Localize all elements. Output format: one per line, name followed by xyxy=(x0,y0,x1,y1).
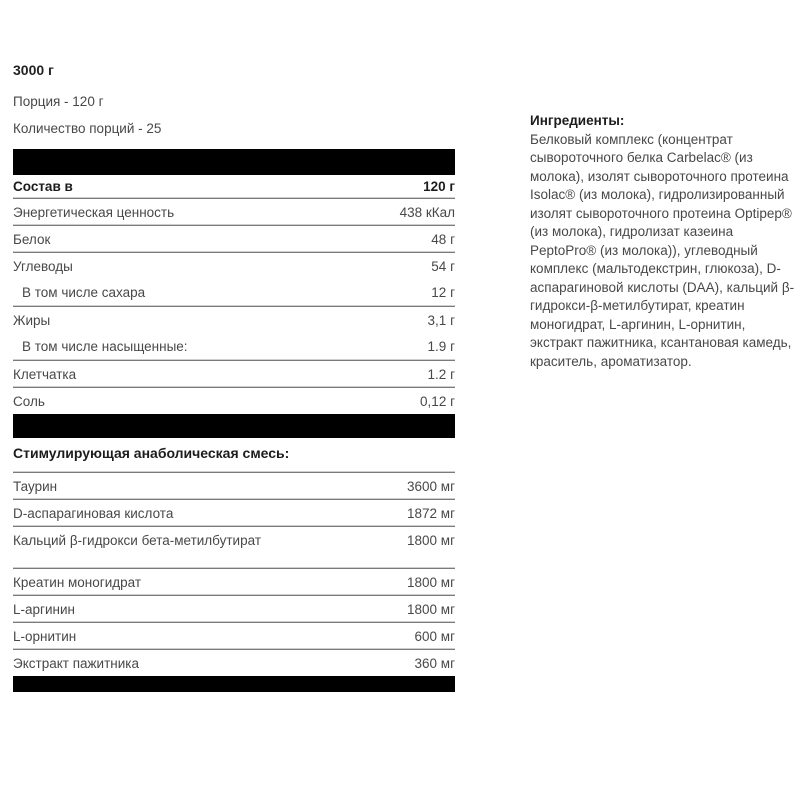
row-label: Экстракт пажитника xyxy=(13,655,139,671)
table-row-protein xyxy=(13,225,455,252)
table-row-energy xyxy=(13,198,455,225)
table-row-sugars xyxy=(13,279,455,306)
row-gap-spacer xyxy=(13,553,455,568)
row-value: 54 г xyxy=(431,258,455,274)
nutrition-label-panel xyxy=(13,62,455,692)
row-label: Энергетическая ценность xyxy=(13,204,175,220)
row-label: L-аргинин xyxy=(13,601,75,617)
product-weight: 3000 г xyxy=(13,62,54,78)
row-label: Таурин xyxy=(13,478,58,494)
table-row-fenugreek xyxy=(13,649,455,676)
anabolic-mix-title: Стимулирующая анаболическая смесь: xyxy=(13,445,290,461)
row-label: Соль xyxy=(13,393,45,409)
table-row-ornithine xyxy=(13,622,455,649)
row-label: В том числе насыщенные: xyxy=(22,339,188,354)
row-label: Кальций β-гидрокси бета-метилбутират xyxy=(13,532,261,548)
servings-count: Количество порций - 25 xyxy=(13,121,162,136)
row-value: 12 г xyxy=(431,285,455,300)
header-label: Состав в xyxy=(13,179,73,194)
row-label: Креатин моногидрат xyxy=(13,574,142,590)
row-value: 438 кКал xyxy=(399,204,455,220)
row-label: Клетчатка xyxy=(13,366,77,382)
divider-bar-middle xyxy=(13,414,455,438)
row-value: 1800 мг xyxy=(407,574,455,590)
divider-bar-top xyxy=(13,149,455,175)
row-label: Белок xyxy=(13,231,51,247)
table-row-arginine xyxy=(13,595,455,622)
ingredients-title: Ингредиенты: xyxy=(530,113,625,128)
row-value: 3600 мг xyxy=(407,478,455,494)
row-value: 0,12 г xyxy=(420,393,455,409)
table-row-fats xyxy=(13,306,455,333)
row-value: 600 мг xyxy=(414,628,455,644)
row-value: 1800 мг xyxy=(407,601,455,617)
row-value: 1.9 г xyxy=(427,339,455,354)
row-value: 1872 мг xyxy=(407,505,455,521)
table-row-taurine xyxy=(13,472,455,499)
serving-size: Порция - 120 г xyxy=(13,94,104,109)
row-value: 360 мг xyxy=(414,655,455,671)
row-value: 3,1 г xyxy=(427,312,455,328)
nutrition-table-header xyxy=(13,175,455,198)
row-label: Жиры xyxy=(13,312,51,328)
header-value: 120 г xyxy=(423,179,455,194)
table-row-saturated xyxy=(13,333,455,360)
table-row-creatine xyxy=(13,568,455,595)
divider-bar-bottom xyxy=(13,676,455,692)
row-label: L-орнитин xyxy=(13,628,77,644)
row-label: D-аспарагиновая кислота xyxy=(13,505,174,521)
table-row-carbs xyxy=(13,252,455,279)
row-value: 48 г xyxy=(431,231,455,247)
row-value: 1.2 г xyxy=(427,366,455,382)
ingredients-text: Белковый комплекс (концентрат сывороточного белка Carbelac® (из молока), изолят сывороточного протеина Isolac® (из молока), гидролизированный изолят сывороточного протеина Optipep® (из молока), гидролизат казеина PeptoPro® (из молока)), углеводный комплекс (мальтодекстрин, глюкоза), D-аспарагиновой кислоты (DAA), кальций β-гидрокси-β-метилбутират, креатин моногидрат, L-аргинин, L-орнитин, экстракт пажитника, ксантановая камедь, краситель, ароматизатор. xyxy=(530,131,795,369)
row-label: Углеводы xyxy=(13,258,73,274)
row-label: В том числе сахара xyxy=(22,285,146,300)
row-value: 1800 мг xyxy=(407,532,455,548)
table-row-daa xyxy=(13,499,455,526)
table-row-salt xyxy=(13,387,455,414)
table-row-hmb xyxy=(13,526,455,553)
table-row-fiber xyxy=(13,360,455,387)
ingredients-panel xyxy=(530,112,798,371)
